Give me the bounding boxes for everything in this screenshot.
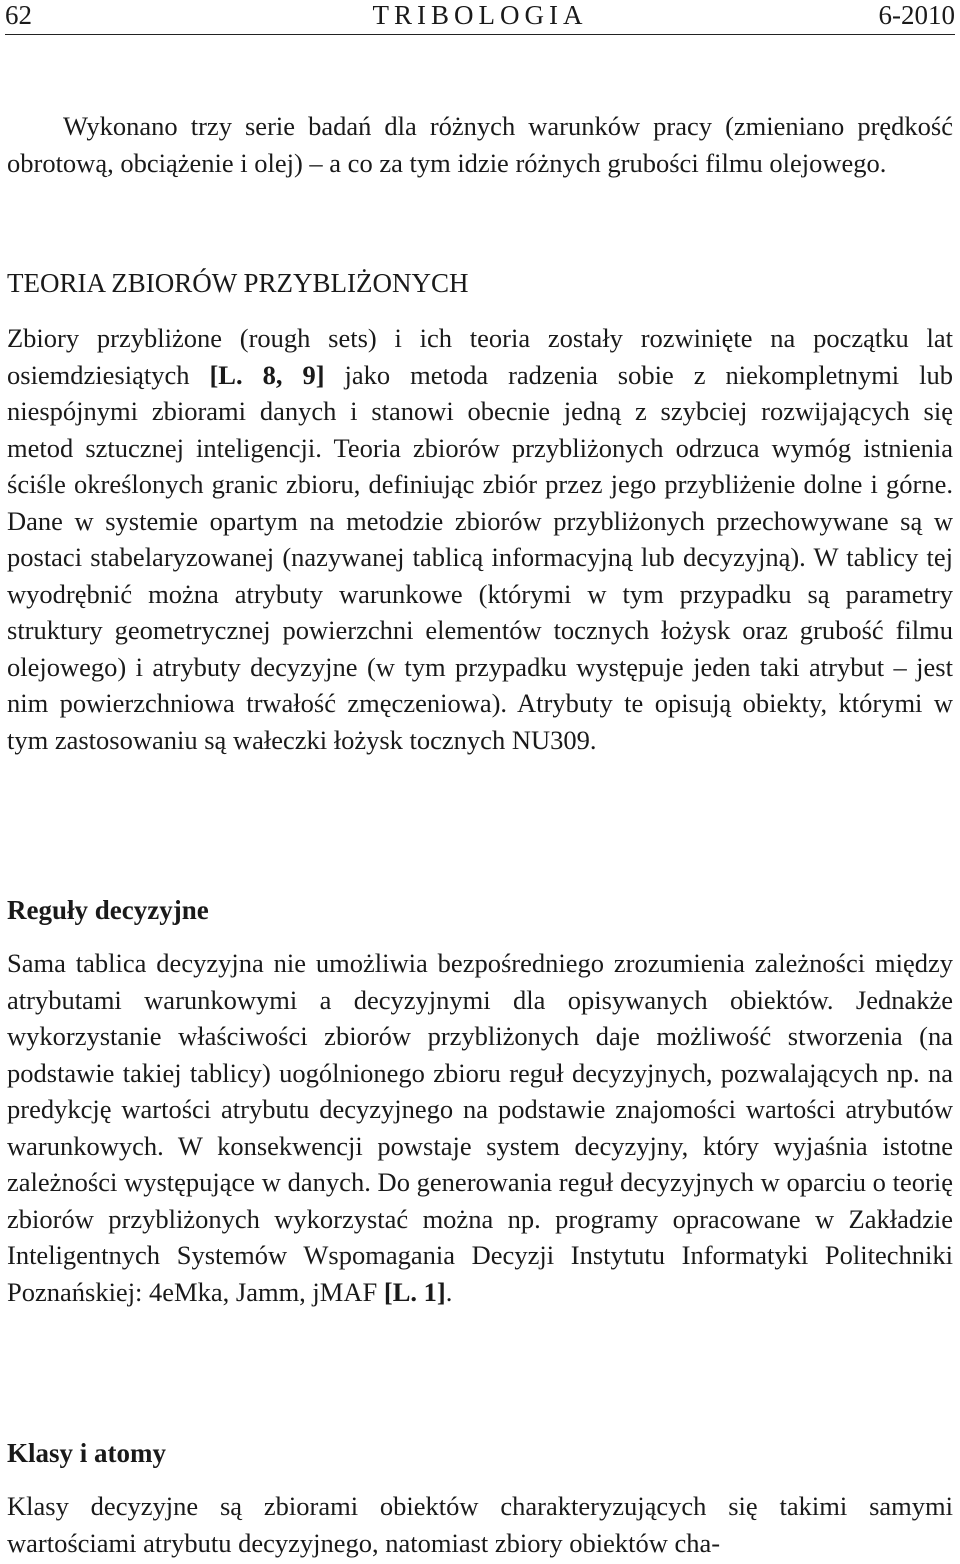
journal-title: TRIBOLOGIA: [372, 0, 588, 30]
paragraph-text: .: [445, 1276, 453, 1307]
section-paragraph: Klasy decyzyjne są zbiorami obiektów charakteryzujących się takimi samymi wartościami atrybutu decyzyjnego, natomiast zbiory obiektów cha-: [7, 1491, 953, 1558]
section-rough-sets: [7, 265, 953, 758]
paragraph-text: Sama tablica decyzyjna nie umożliwia bezpośredniego zrozumienia zależności między atrybutami warunkowymi a decyzyjnymi dla opisywanych obiektów. Jednakże wykorzystanie właściwości zbiorów przybliżonych daje możliwość stworzenia (na podstawie takiej tablicy) uogólnionego zbioru reguł decyzyjnych, pozwalających np. na predykcję wartości atrybutu decyzyjnego na podstawie znajomości wartości atrybutów warunkowych. W konsekwencji powstaje system decyzyjny, który wyjaśnia istotne zależności występujące w danych. Do generowania reguł decyzyjnych w oparciu o teorię zbiorów przybliżonych wykorzystać można np. programy opracowane w Zakładzie Inteligentnych Systemów Wspomagania Decyzji Instytutu Informatyki Politechniki Poznańskiej: 4eMka, Jamm, jMAF: [7, 948, 953, 1307]
section-decision-rules: [7, 892, 953, 1310]
paragraph-text: jako metoda radzenia sobie z niekompletnymi lub niespójnymi zbiorami danych i stanowi obecnie jedną z szybciej rozwijających się metod sztucznej inteligencji. Teoria zbiorów przybliżonych odrzuca wymóg istnienia ściśle określonych granic zbioru, definiując zbiór przez jego przybliżenie dolne i górne. Dane w systemie opartym na metodzie zbiorów przybliżonych przechowywane są w postaci stabelaryzowanej (nazywanej tablicą informacyjną lub decyzyjną). W tablicy tej wyodrębnić można atrybuty warunkowe (którymi w tym przypadku są parametry struktury geometrycznej powierzchni elementów tocznych łożysk oraz grubość filmu olejowego) i atrybuty decyzyjne (w tym przypadku występuje jeden taki atrybut – jest nim powierzchniowa trwałość zmęczeniowa). Atrybuty te opisują obiekty, którymi w tym zastosowaniu są wałeczki łożysk tocznych NU309.: [7, 359, 954, 755]
section-title: TEORIA ZBIORÓW PRZYBLIŻONYCH: [7, 268, 469, 298]
citation-reference: [L. 8, 9]: [209, 359, 325, 390]
subsection-title: Klasy i atomy: [7, 1438, 166, 1468]
paragraph-text: Zbiory przybliżone (rough sets) i ich teoria zostały rozwinięte na początku lat osiemdziesiątych: [7, 323, 953, 390]
intro-paragraph: Wykonano trzy serie badań dla różnych warunków pracy (zmieniano prędkość obrotową, obciążenie i olej) – a co za tym idzie różnych grubości filmu olejowego.: [7, 111, 953, 178]
section-paragraph: [7, 320, 953, 758]
section-classes-atoms: [7, 1435, 953, 1561]
running-header: [5, 0, 955, 35]
intro-block: [7, 108, 953, 181]
citation-reference: [L. 1]: [383, 1276, 446, 1307]
issue-number: 6-2010: [878, 0, 955, 30]
subsection-title: Reguły decyzyjne: [7, 895, 209, 925]
section-paragraph: [7, 945, 953, 1310]
page-number: 62: [5, 0, 32, 30]
